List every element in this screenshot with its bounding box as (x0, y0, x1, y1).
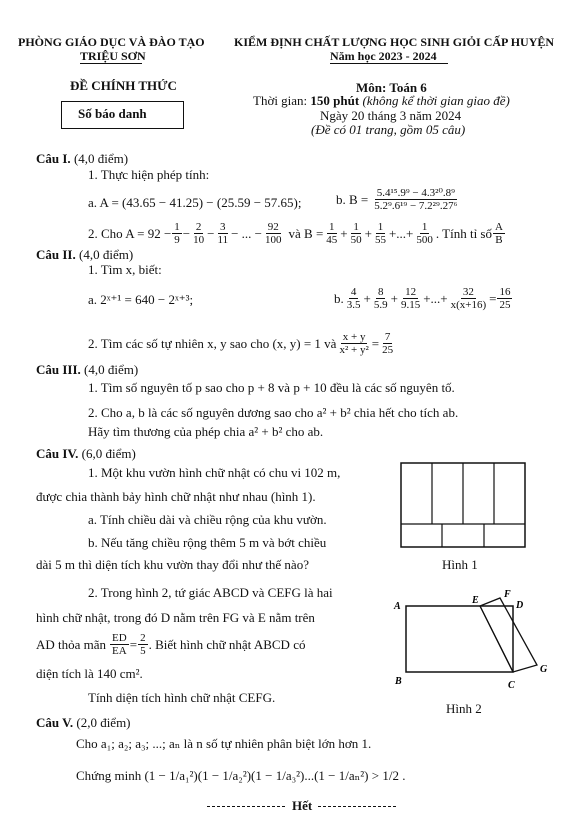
q5l2-expression: (1 − 1/a₁²)(1 − 1/a₂²)(1 − 1/a₃²)...(1 − 1/aₙ²) > 1/2 . (144, 768, 406, 783)
q3-part-1: 1. Tìm số nguyên tố p sao cho p + 8 và p + 10 đều là các số nguyên tố. (88, 380, 455, 395)
q4l8-frac: $\frac{ED}{EA}$ (112, 632, 127, 657)
department-line-1: PHÒNG GIÁO DỤC VÀ ĐÀO TẠO (18, 35, 205, 49)
q1p2-bfrac-1: $\frac{1}{45}$ (326, 221, 338, 246)
q1b-denominator: 5.2⁹.6¹⁹ − 7.2²⁹.27⁶ (374, 200, 458, 212)
q1p2-prefix: 2. Cho A = 92 − (88, 225, 172, 241)
q1p2-bfrac-4: $\frac{1}{500}$ (416, 221, 433, 246)
question-4-points: (6,0 điểm) (81, 446, 136, 461)
time-label: Thời gian: (253, 93, 308, 108)
question-2-title: Câu II. (36, 247, 76, 262)
question-2-points: (4,0 điểm) (79, 247, 134, 262)
q1p2-ratio-text: . Tính tỉ số (435, 225, 492, 241)
question-3-title: Câu III. (36, 362, 81, 377)
q4-line-1: 1. Một khu vườn hình chữ nhật có chu vi 102 m, (88, 465, 341, 480)
figure-1-caption: Hình 1 (442, 557, 478, 572)
q4-line-3: a. Tính chiều dài và chiều rộng của khu vườn. (88, 512, 327, 527)
question-5-heading (36, 715, 131, 731)
department-line-2: TRIỆU SƠN (80, 49, 146, 63)
q4l8-value: $\frac{2}{5}$ (140, 632, 146, 657)
q4-line-2: được chia thành bảy hình chữ nhật như nhau (hình 1). (36, 489, 316, 504)
figure-1 (400, 462, 526, 548)
q1-part-1a: a. A = (43.65 − 41.25) − (25.59 − 57.65); (88, 195, 302, 210)
question-1-heading (36, 151, 128, 167)
segment-ec (480, 606, 513, 672)
rect-cefg (480, 598, 537, 672)
question-1-title: Câu I. (36, 151, 71, 166)
q1p2-frac-3: $\frac{3}{11}$ (217, 221, 229, 246)
q1p2-frac-4: $\frac{92}{100}$ (265, 221, 282, 246)
q1p2-frac-2: $\frac{2}{10}$ (193, 221, 205, 246)
footer-dash-left (207, 806, 285, 808)
q1p2-ratio: $\frac{A}{B}$ (495, 221, 503, 246)
q4-line-4: b. Nếu tăng chiều rộng thêm 5 m và bớt chiều (88, 535, 327, 550)
label-a: A (394, 601, 401, 612)
q1p2-frac-1: $\frac{1}{9}$ (174, 221, 180, 246)
label-f: F (504, 590, 511, 600)
question-3-heading (36, 362, 138, 378)
q1b-fraction (372, 187, 459, 212)
q4-line-5: dài 5 m thì diện tích khu vườn thay đổi như thế nào? (36, 557, 309, 572)
end-marker: Hết (292, 798, 313, 813)
exam-date: Ngày 20 tháng 3 năm 2024 (320, 108, 462, 123)
time-line (253, 93, 510, 109)
q2b-frac-2: $\frac{8}{5.9}$ (373, 286, 388, 311)
q2-part-1a: a. 2ˣ⁺¹ = 640 − 2ˣ⁺³; (88, 292, 194, 307)
q5-line-1: Cho a₁; a₂; a₃; ...; aₙ là n số tự nhiên phân biệt lớn hơn 1. (76, 736, 372, 751)
question-5-title: Câu V. (36, 715, 74, 730)
q2-part-1: 1. Tìm x, biết: (88, 262, 162, 277)
q4-line-10: Tính diện tích hình chữ nhật CEFG. (88, 690, 276, 705)
q1-part-1b (336, 187, 460, 212)
time-value: 150 phút (310, 93, 360, 108)
official-label: ĐỀ CHÍNH THỨC (70, 78, 177, 93)
figure-2-caption: Hình 2 (446, 701, 482, 716)
school-year: Năm học 2023 - 2024 (330, 49, 437, 63)
q1-part-2: 2. Cho A = 92 − $\frac{1}{9}$ − $\frac{2}{10}$ − $\frac{3}{11}$ − ... − $\frac{92}{100}$ và B = $\frac{1}{45}$ + $\frac{1}{50}$ + $\frac{1}{55}$ +...+ $\frac{1}{500}$ . Tính tỉ số $\frac{A}{B}$ (88, 221, 503, 246)
subject: Môn: Toán 6 (356, 80, 427, 95)
q3-part-2a: 2. Cho a, b là các số nguyên dương sao cho a² + b² chia hết cho tích ab. (88, 405, 459, 420)
q1b-prefix: b. B = (336, 191, 369, 207)
question-5-points: (2,0 điểm) (76, 715, 131, 730)
q5l2-prefix: Chứng minh (76, 768, 142, 783)
q3-part-2b: Hãy tìm thương của phép chia a² + b² cho ab. (88, 424, 324, 439)
q2b-prefix: b. (334, 290, 344, 306)
question-4-title: Câu IV. (36, 446, 79, 461)
q4-line-9: diện tích là 140 cm². (36, 666, 143, 681)
q2b-frac-3: $\frac{12}{9.15}$ (400, 286, 421, 311)
q2-part-1b: b. $\frac{4}{3.5}$ + $\frac{8}{5.9}$ + $\frac{12}{9.15}$ +...+ $\frac{32}{x(x+16)}$ = $\frac{16}{25}$ (334, 286, 511, 311)
pages-note: (Đề có 01 trang, gồm 05 câu) (311, 122, 466, 137)
question-1-points: (4,0 điểm) (73, 151, 129, 166)
q1p2-b-prefix: và B = (288, 225, 324, 241)
question-2-heading (36, 247, 133, 263)
q4-line-8: AD thỏa mãn $\frac{ED}{EA}$ = $\frac{2}{5}$ . Biết hình chữ nhật ABCD có (36, 632, 306, 657)
q2b-frac-4: $\frac{32}{x(x+16)}$ (450, 286, 487, 311)
q1b-numerator: 5.4¹⁵.9⁹ − 4.3²⁰.8⁹ (376, 187, 455, 199)
figure-2 (392, 590, 552, 690)
q4-line-6: 2. Trong hình 2, tứ giác ABCD và CEFG là hai (88, 585, 333, 600)
q2p2-frac: $\frac{x + y}{\text{x² + y²}}$ (339, 331, 369, 356)
year-underline (330, 63, 448, 64)
question-3-points: (4,0 điểm) (84, 362, 139, 377)
candidate-number-label: Số báo danh (78, 106, 147, 121)
footer-dash-right (318, 806, 396, 808)
label-b: B (395, 676, 402, 687)
q2b-result: $\frac{16}{25}$ (499, 286, 511, 311)
q2p2-prefix: 2. Tìm các số tự nhiên x, y sao cho (x, y) = 1 và (88, 335, 337, 351)
time-note: (không kể thời gian giao đề) (362, 93, 510, 108)
q4-line-7: hình chữ nhật, trong đó D nằm trên FG và E nằm trên (36, 610, 315, 625)
q2p2-result: $\frac{7}{25}$ (382, 331, 394, 356)
q4l8-prefix: AD thỏa mãn (36, 636, 107, 652)
label-c: C (508, 680, 515, 690)
label-g: G (540, 664, 548, 675)
label-e: E (472, 595, 479, 606)
q2b-frac-1: $\frac{4}{3.5}$ (346, 286, 361, 311)
question-4-heading (36, 446, 136, 462)
q5-line-2 (76, 768, 405, 784)
q1p2-bfrac-3: $\frac{1}{55}$ (374, 221, 386, 246)
q4l8-suffix: . Biết hình chữ nhật ABCD có (148, 636, 306, 652)
department-underline (80, 63, 142, 64)
label-d: D (516, 600, 524, 611)
q2-part-2: 2. Tìm các số tự nhiên x, y sao cho (x, y) = 1 và $\frac{x + y}{\text{x² + y²}}$ = $\frac{7}{25}$ (88, 331, 394, 356)
exam-title: KIỂM ĐỊNH CHẤT LƯỢNG HỌC SINH GIỎI CẤP HUYỆN (234, 35, 555, 49)
q1-part-1: 1. Thực hiện phép tính: (88, 167, 210, 182)
q1p2-bfrac-2: $\frac{1}{50}$ (350, 221, 362, 246)
